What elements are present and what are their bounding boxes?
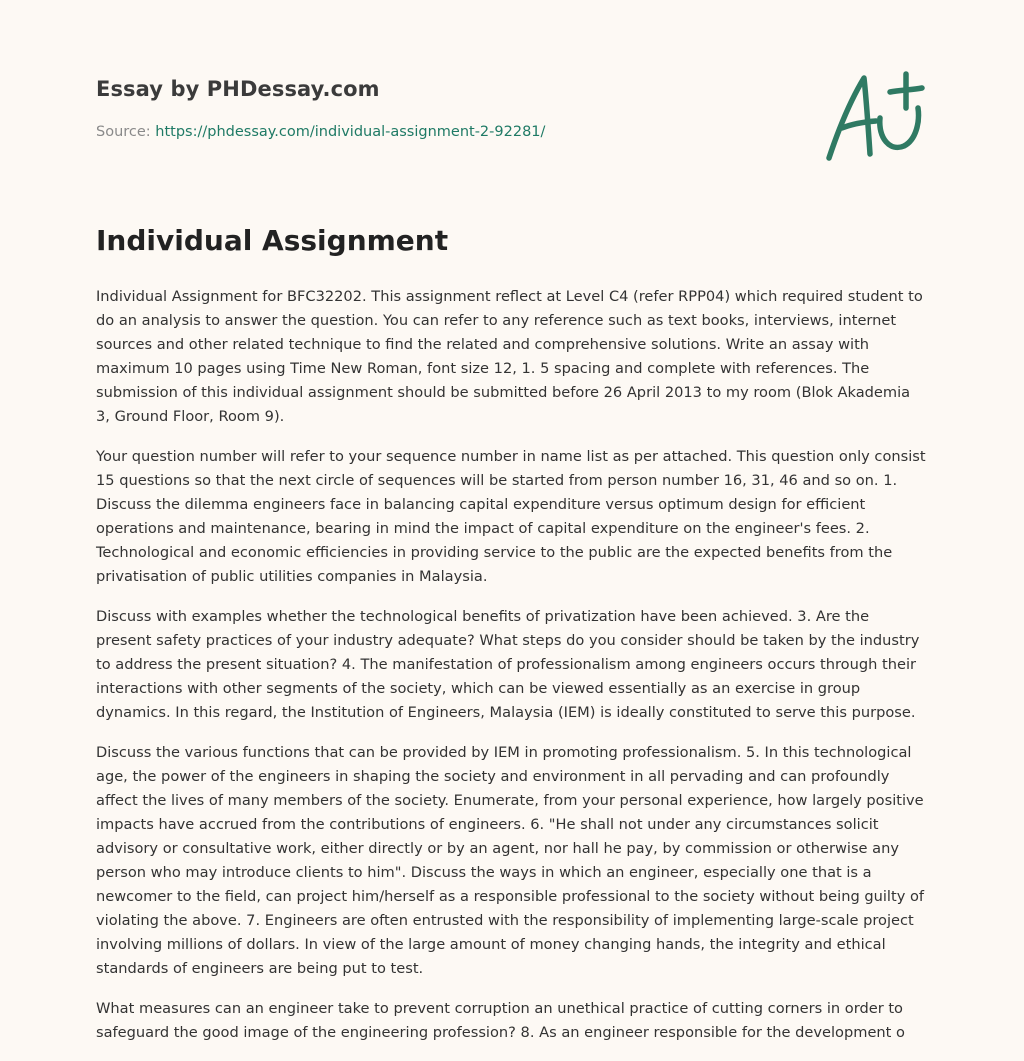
- article-paragraph: Your question number will refer to your sequence number in name list as per attached. This question only consist 15 questions so that the next circle of sequences will be started from person number 16, 31, 46 and so on. 1. Discuss the dilemma engineers face in balancing capital expenditure versus optimum design for efficient operations and maintenance, bearing in mind the impact of capital expenditure on the engineer's fees. 2. Technological and economic efficiencies in providing service to the public are the expected benefits from the privatisation of public utilities companies in Malaysia.: [96, 448, 926, 585]
- page-title: Individual Assignment: [96, 224, 449, 257]
- source-link[interactable]: https://phdessay.com/individual-assignment-2-92281/: [155, 124, 546, 140]
- source-line: [96, 124, 545, 140]
- a-plus-logo-icon: [820, 66, 930, 166]
- brand-title: Essay by PHDessay.com: [96, 77, 380, 101]
- article-paragraph: Discuss the various functions that can be provided by IEM in promoting professionalism. 5. In this technological age, the power of the engineers in shaping the society and environment in all pervading and can profoundly affect the lives of many members of the society. Enumerate, from your personal experience, how largely positive impacts have accrued from the contributions of engineers. 6. "He shall not under any circumstances solicit advisory or consultative work, either directly or by an agent, nor hall he pay, by commission or otherwise any person who may introduce clients to him". Discuss the ways in which an engineer, especially one that is a newcomer to the field, can project him/herself as a responsible professional to the society without being guilty of violating the above. 7. Engineers are often entrusted with the responsibility of implementing large-scale project involving millions of dollars. In view of the large amount of money changing hands, the integrity and ethical standards of engineers are being put to test.: [96, 744, 925, 977]
- article-paragraph: What measures can an engineer take to prevent corruption an unethical practice of cutting corners in order to safeguard the good image of the engineering profession? 8. As an engineer responsible for the development o: [96, 1000, 905, 1041]
- article-paragraph: Discuss with examples whether the technological benefits of privatization have been achieved. 3. Are the present safety practices of your industry adequate? What steps do you consider should be taken by the industry to address the present situation? 4. The manifestation of professionalism among engineers occurs through their interactions with other segments of the society, which can be viewed essentially as an exercise in group dynamics. In this regard, the Institution of Engineers, Malaysia (IEM) is ideally constituted to serve this purpose.: [96, 608, 920, 721]
- article-body: [96, 285, 928, 1061]
- article-paragraph: Individual Assignment for BFC32202. This assignment reflect at Level C4 (refer RPP04) which required student to do an analysis to answer the question. You can refer to any reference such as text books, interviews, internet sources and other related technique to find the related and comprehensive solutions. Write an assay with maximum 10 pages using Time New Roman, font size 12, 1. 5 spacing and complete with references. The submission of this individual assignment should be submitted before 26 April 2013 to my room (Blok Akademia 3, Ground Floor, Room 9).: [96, 288, 923, 425]
- source-label: Source:: [96, 124, 156, 140]
